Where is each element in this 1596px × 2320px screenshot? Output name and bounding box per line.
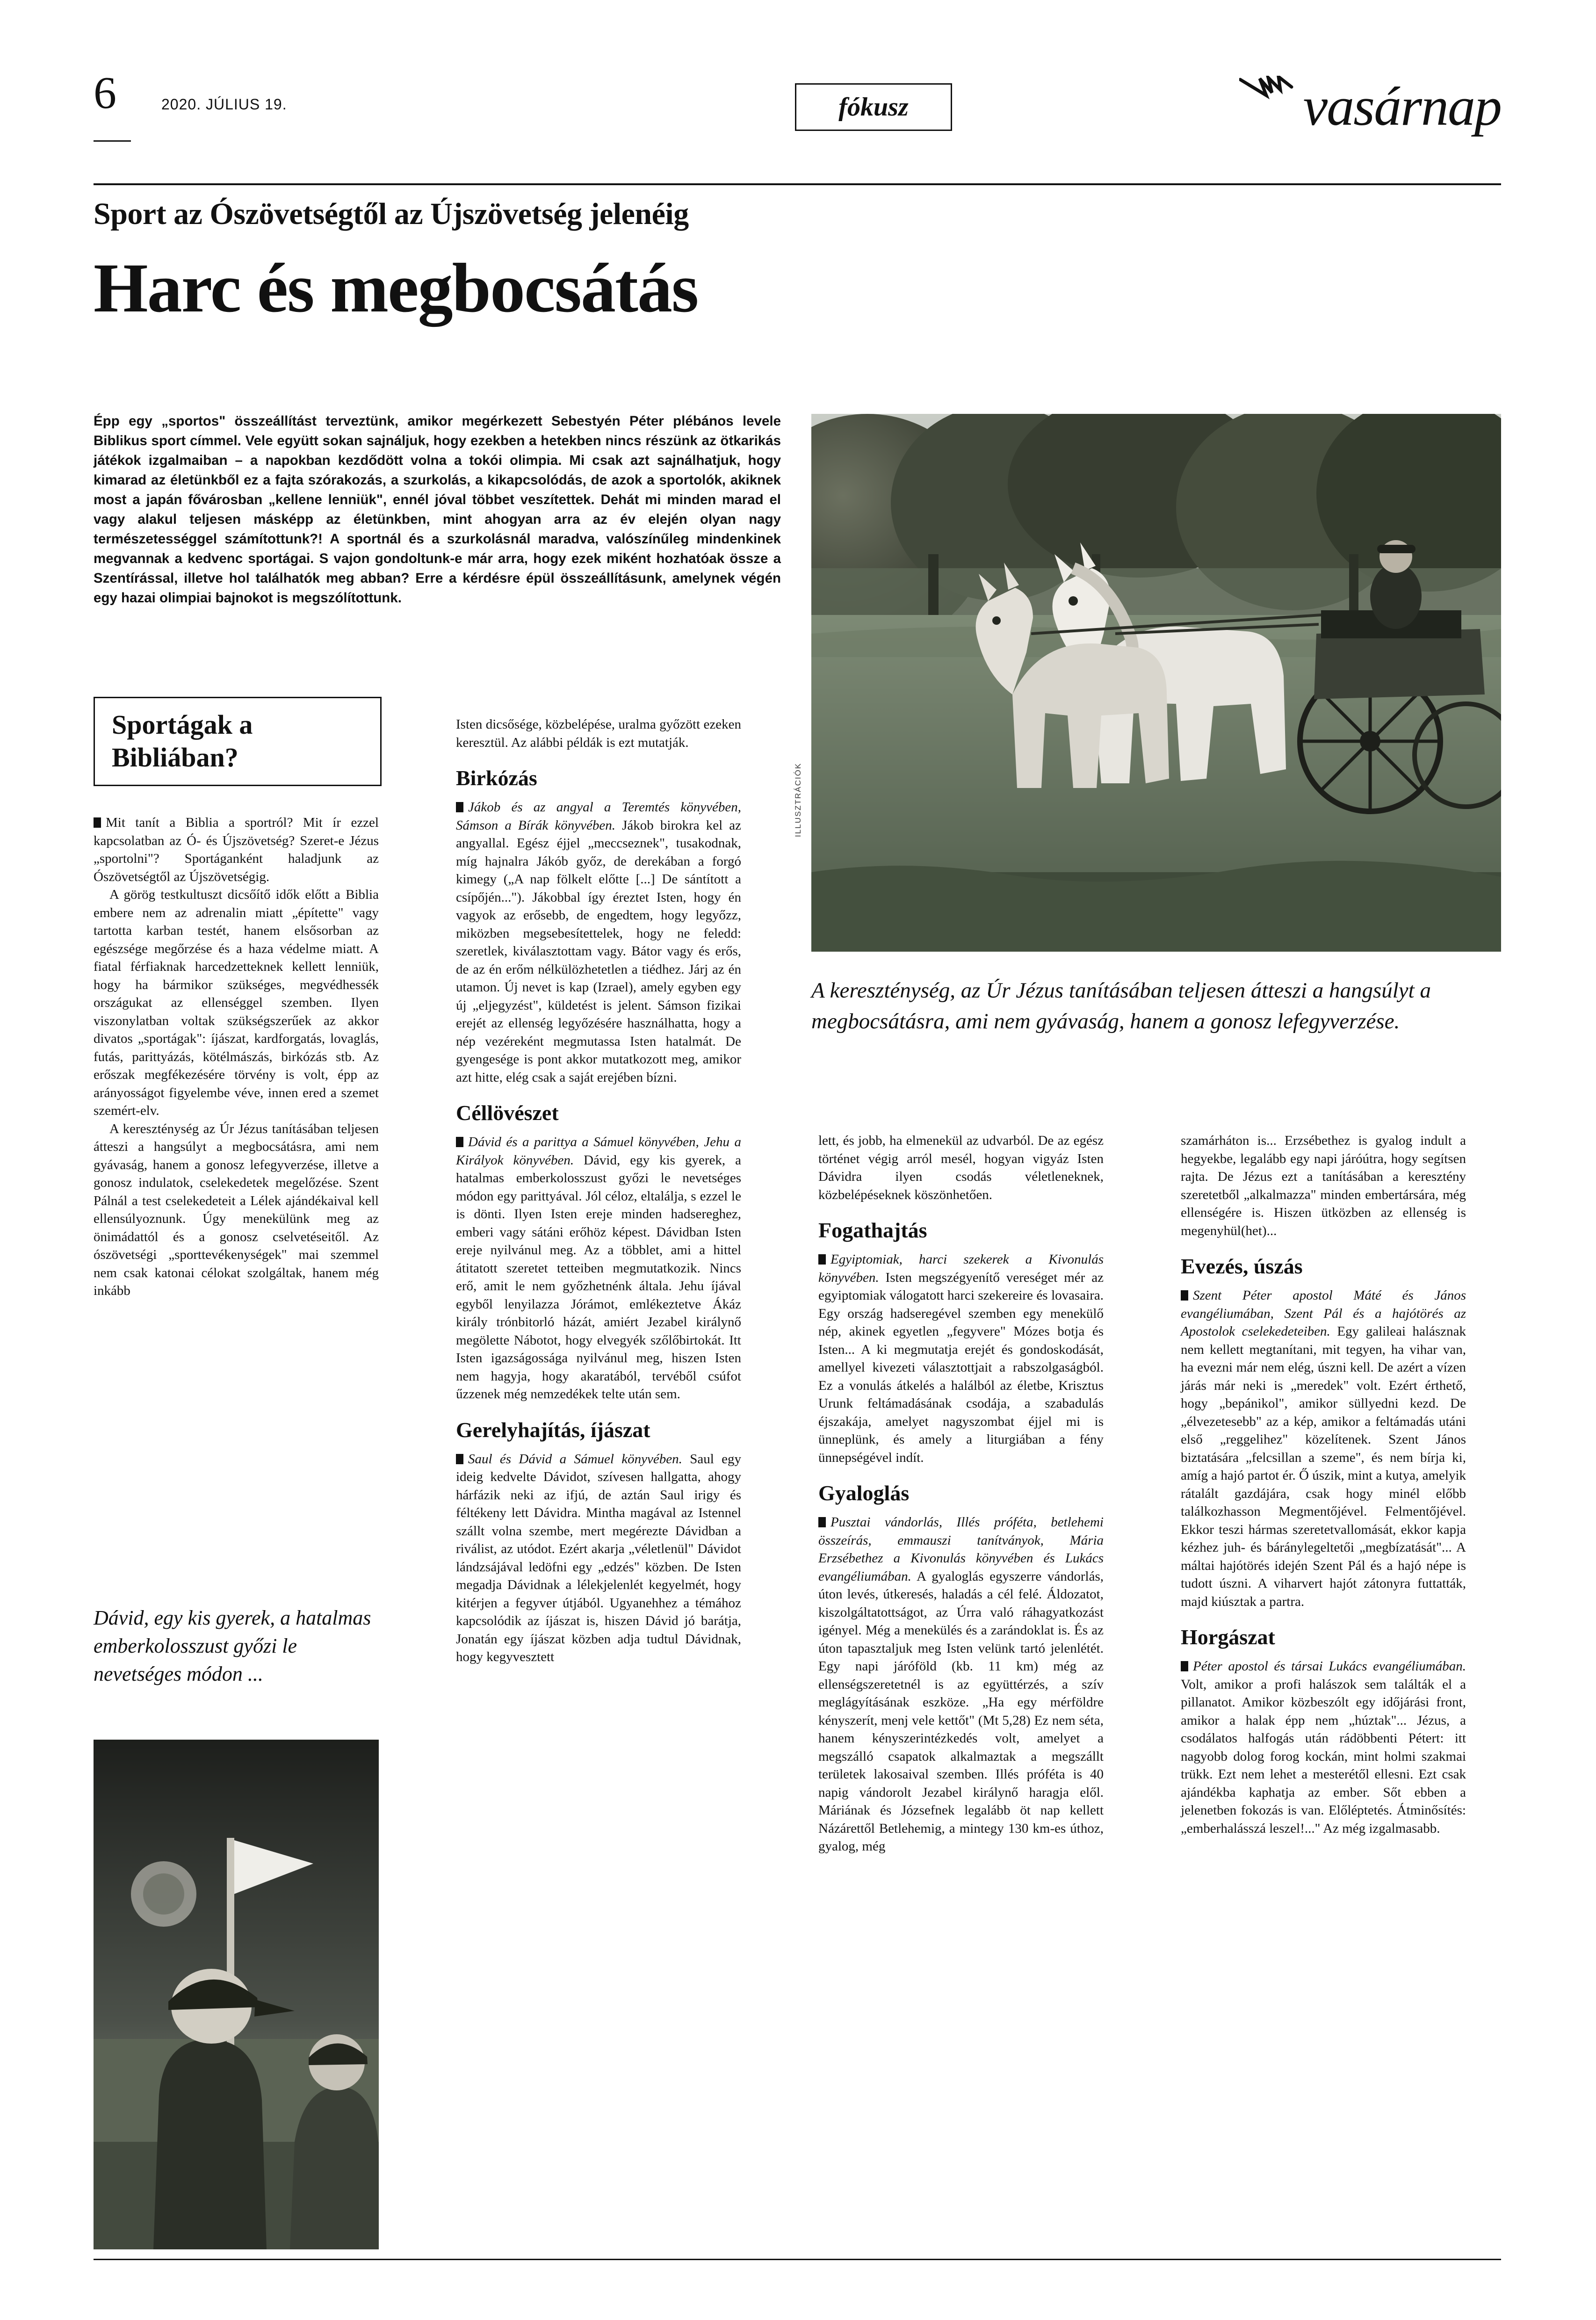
brand-swoosh-icon bbox=[1239, 76, 1295, 104]
page-number: 6 bbox=[94, 68, 116, 118]
header-divider bbox=[94, 183, 1501, 185]
paragraph bbox=[456, 1450, 741, 1666]
column-pullquote: Dávid, egy kis gyerek, a hatalmas emberkolosszust győzi le nevetséges módon ... bbox=[94, 1606, 371, 1685]
paragraph-text: Mit tanít a Biblia a sportról? Mit ír ezzel kapcsolatban az Ó- és Újszövetség? Szeret-e Jézus „sportolni"? Sportáganként haladjunk az Ószövetségtől az Újszövetségig. bbox=[94, 815, 379, 884]
sidebar-box-title: Sportágak a Bibliában? bbox=[112, 709, 253, 773]
subhead-birkozas: Birkózás bbox=[456, 766, 537, 790]
subhead-cellovszet: Céllövészet bbox=[456, 1101, 559, 1125]
paragraph: szamárháton is... Erzsébethez is gyalog indult a hegyekbe, legalább egy napi járóútra, hogy segítsen rajta. De Jézus ezt a tanításában a keresztény szeretetből „alkalmazza" minden embertársára, még ellenségére is. Hiszen ütközben az ellenség is megenyhül(het)... bbox=[1181, 1133, 1466, 1238]
square-bullet-icon bbox=[818, 1517, 826, 1527]
paragraph bbox=[1181, 1286, 1466, 1611]
text-column-4 bbox=[1181, 1132, 1466, 1837]
sidebar-box bbox=[94, 697, 382, 786]
paragraph-text: A gyaloglás egyszerre vándorlás, úton levés, útkeresés, haladás a cél felé. Áldozatot, kiszolgáltatottságot, az Úrra való ráhagyatkozást igényel. Még a menekülés és a zarándoklat is. És az úton tapasztaljuk meg Isten velünk tartó jelenlétét. Egy napi járóföld (kb. 11 km) még az ellenségszeretetnél is az együttérzés, a szív meglágyításának eszköze. „Ha egy mérföldre kényszerít, menj vele kettőt" (Mt 5,28) Ez nem séta, hanem kényszerintézkedés volt, amelyet a megszálló csapatok alkalmaztak a megszállt területek lakosaival szemben. Illés próféta is 40 napig vándorolt Jezabel királynő haragja elől. Máriának és Józsefnek legalább öt nap kellett Názárettől Betlehemig, a mintegy 130 km-es úthoz, gyalog, még bbox=[818, 1568, 1104, 1854]
subhead-gerelyhajitas: Gerelyhajítás, íjászat bbox=[456, 1417, 650, 1442]
paragraph-text: Dávid, egy kis gyerek, a hatalmas emberkolosszust győzi le nevetséges módon egy parittyával. Jól céloz, eltalálja, s ezzel le is dönti. Ilyen Isten ereje minden hadsereghez, emberi vagy sátáni erőhöz képest. Dávidban Isten ereje nyilvánul meg. Az a többlet, ami a hittel átitatott szeretet tetteiben megmutatkozik. Nincs erő, amit le nem győzhetnénk általa. Jehu íjával egyből lenyilazza Jórámot, emlékeztetve Ákáz király trónbitorló házát, amiért Jezabel királynő megölette Nábotot, hogy elvegyék szőlőbirtokát. Itt Isten igazságossága nyilvánul meg, hiszen Isten nem hagyja, hogy akaratából, tervéből csúfot űzzenek még nemzedékek telte után sem. bbox=[456, 1152, 742, 1402]
paragraph bbox=[818, 1250, 1104, 1467]
paragraph: Isten dicsősége, közbelépése, uralma győzött ezeken keresztül. Az alábbi példák is ezt mutatják. bbox=[456, 717, 741, 750]
text-column-2 bbox=[456, 716, 741, 1666]
paragraph bbox=[818, 1513, 1104, 1856]
page-number-rule bbox=[94, 140, 131, 142]
square-bullet-icon bbox=[94, 817, 101, 828]
source-reference: Dávid és a parittya a Sámuel könyvében, Jehu a Királyok könyvében. bbox=[456, 1135, 741, 1168]
square-bullet-icon bbox=[456, 1454, 463, 1464]
paragraph bbox=[456, 1133, 741, 1403]
paragraph bbox=[1181, 1657, 1466, 1837]
source-reference: Saul és Dávid a Sámuel könyvében. bbox=[468, 1451, 682, 1467]
masthead bbox=[94, 70, 1501, 173]
source-reference: Péter apostol és társai Lukács evangéliumában. bbox=[1193, 1659, 1466, 1674]
subhead-gyaloglas: Gyaloglás bbox=[818, 1481, 910, 1505]
subhead-evezes-uszas: Evezés, úszás bbox=[1181, 1254, 1303, 1278]
article-lead: Épp egy „sportos" összeállítást terveztünk, amikor megérkezett Sebestyén Péter plébános levele Biblikus sport címmel. Vele együtt sokan sajnáljuk, hogy ezekben a hetekben nincs részünk az ötkarikás játékok izgalmaiban – a napokban kezdődött volna a tokói olimpia. Mi csak azt sajnálhatjuk, hogy kimarad az életünkből ez a fajta szórakozás, a szurkolás, a kikapcsolódás, de azok a sportolók, akiknek most a japán fővárosban „kellene lenniük", ennél jóval többet veszítettek. Dehát mi minden marad el vagy alakul teljesen másképp az életünkben, mint ahogyan arra az év elején olyan nagy természetességgel számítottunk?! A sportnál és a szurkolásnál maradva, valószínűleg mindenkinek megvannak a kedvenc sportágai. S vajon gondoltunk-e már arra, hogy ezek miként hozhatóak össze a Szentírással, illetve hol találhatók meg abban? Erre a kérdésre épül összeállításunk, amelynek végén egy hazai olimpiai bajnokot is megszólítottunk. bbox=[94, 413, 781, 606]
section-label: fókusz bbox=[795, 83, 952, 131]
paragraph bbox=[94, 814, 379, 886]
text-column-1 bbox=[94, 814, 379, 1300]
paragraph-text: Volt, amikor a profi halászok sem találták el a pillanatot. Amikor közbeszólt egy időjárási front, amikor a halak épp nem „húztak"... Jézus, a csodálatos halfogás után rádöbbenti Pétert: itt nagyobb dolog forog kockán, mint holmi szakmai trükk. Ezt nem lehet a mesterétől ellesni. Ezt csak ajándékba kaphatja az ember. Sőt ebben a jelenetben fokozás is van. Előléptetés. Átminősítés: „emberhalásszá leszel!..." Az még izgalmasabb. bbox=[1181, 1677, 1466, 1836]
paragraph: A görög testkultuszt dicsőítő idők előtt a Biblia embere nem az adrenalin miatt „építette" vagy tartotta karban testét, hanem elsősorban az egészsége megőrzése és a haza védelme miatt. A fiatal férfiaknak harcedzetteknek kellett lenniük, hogy ha bármikor szükséges, megvédhessék országukat az ellenséggel szemben. Ilyen viszonylatban voltak szükségszerűek az akkor divatos „sportágak": íjászat, kardforgatás, lovaglás, futás, parittyázás, kötélmászás, birkózás stb. Az erőszak megfékezésére törvény is volt, épp az arányosságot figyelembe véve, innen ered a szemet szemért-elv. bbox=[94, 887, 379, 1118]
article-headline: Harc és megbocsátás bbox=[94, 249, 698, 327]
article-kicker: Sport az Ószövetségtől az Újszövetség jelenéig bbox=[94, 197, 689, 231]
photo-credit: ILLUSZTRÁCIÓK bbox=[794, 762, 802, 837]
publication-title: vasárnap bbox=[1303, 76, 1501, 137]
paragraph bbox=[456, 798, 741, 1086]
square-bullet-icon bbox=[818, 1254, 826, 1265]
source-reference: Egyiptomiak, harci szekerek a Kivonulás könyvében. bbox=[818, 1252, 1104, 1285]
source-reference: Szent Péter apostol Máté és János evangéliumában, Szent Pál és a hajótörés az Apostolok cselekedeteiben. bbox=[1181, 1288, 1466, 1339]
square-bullet-icon bbox=[1181, 1661, 1188, 1671]
paragraph-text: Jákob birokra kel az angyallal. Egész éjjel „meccseznek", tusakodnak, míg hajnalra Jákób győz, de derekában a forgó kimegy („A nap fölkelt előtte [...] De sántított a csípőjén..."). Jákobbal így éreztet Isten, hogy én vagyok az erősebb, de engedtem, hogy legyőzz, miközben megsebesítettelek, hogy ne feledd: szeretlek, kiválasztottam vagy. Bátor vagy és erős, de az én erőm nélkülözhetetlen a tiédhez. Járj az én utamon. Új nevet is kap (Izrael), amely egyben egy új „eljegyzést", küldetést is jelent. Sámson fizikai erejét az ellenség legyőzésére használhatta, hogy a nép vezéreként megmutassa Isten hatalmát. De gyengesége is pont akkor mutatkozott meg, amikor azt hitte, elég csak a saját erejében bízni. bbox=[456, 817, 741, 1085]
square-bullet-icon bbox=[456, 802, 463, 812]
paragraph-text: Egy galileai halásznak nem kellett megtanítani, mit tegyen, ha vihar van, ha evezni már nem elég, úszni kell. De azért a vízen járás már neki is „meredek" volt. Ezért érthető, hogy „bepánikol", amikor süllyedni kezd. De „élvezetesebb" az a kép, amikor a feltámadás utáni első „reggelihez" közelítenek. Szent János biztatására „felcsillan a szeme", és nem bírja ki, amíg a hajó partot ér. Ő úszik, mint a kutya, amelyik rátalált gazdájára, csak hogy minél előbb találkozhasson Megmentőjével. Felmentőjével. Ekkor teszi hármas szeretetvallomását, ekkor kapja kézhez juh- és báránylegeltetői „megbízatását"... A máltai hajótörés idején Szent Pál és a hajó népe is tudott úszni. A viharvert hajót zátonyra futtatták, majd kiúsztak a partra. bbox=[1181, 1324, 1466, 1609]
source-reference: Pusztai vándorlás, Illés próféta, betlehemi összeírás, emmauszi tanítványok, Mária Erzsébethez a Kivonulás könyvében és Lukács evangéliumában. bbox=[818, 1515, 1104, 1584]
square-bullet-icon bbox=[1181, 1290, 1188, 1301]
main-photo bbox=[811, 414, 1501, 952]
subhead-horgaszat: Horgászat bbox=[1181, 1625, 1275, 1649]
square-bullet-icon bbox=[456, 1137, 463, 1147]
paragraph: lett, és jobb, ha elmenekül az udvarból. De az egész történet végig arról mesél, hogyan vigyáz Isten Dávidra ilyen csodás véletleneknek, közbelépéseknek köszönhetően. bbox=[818, 1133, 1104, 1202]
source-reference: Jákob és az angyal a Teremtés könyvében, Sámson a Bírák könyvében. bbox=[456, 800, 741, 833]
paragraph: A kereszténység az Úr Jézus tanításában teljesen átteszi a hangsúlyt a megbocsátásra, ami nem gyávaság, hanem a gonosz lefegyverzése, illetve a gonosz indulatok, cselekedetek megelőzése. Szent Pálnál a test cselekedeteit a Lélek ajándékaival kell ellensúlyoznunk. Úgy menekülünk meg az önimádattól és a gonosz cselvetéseitől. Az ószövetségi „sporttevékenységek" mai szemmel nem csak katonai célokat szolgáltak, hanem még inkább bbox=[94, 1121, 379, 1298]
text-column-3 bbox=[818, 1132, 1104, 1856]
paragraph-text: Isten megszégyenítő vereséget mér az egyiptomiak válogatott harci szekereire és lovasaira. Egy ország hadseregével szemben egy menekülő nép, akinek egyetlen „fegyvere" Mózes botja és Isten... A ki megmutatja erejét és gondoskodását, amellyel kivezeti választottjait a rabszolgaságból. Ez a vonulás átkelés a halálból az életbe, Krisztus Urunk feltámadásának csodája, a szabadulás éjszakája, amelyet nagyszombat éjjel mi is ünneplünk, és amely a liturgiában a fény ünnepségével indít. bbox=[818, 1270, 1104, 1465]
footer-divider bbox=[94, 2259, 1501, 2260]
subhead-fogathajtas: Fogathajtás bbox=[818, 1218, 927, 1242]
paragraph-text: Saul egy ideig kedvelte Dávidot, szívesen hallgatta, ahogy hárfázik neki az ifjú, de aztán Saul irigy és féltékeny lett Dávidra. Mintha magával az Istennel szállt volna szembe, mert megérezte Dávidban a riválist, az utódot. Ezért akarja „véletlenül" Dávidot lándzsájával ledöfni egy „edzés" közben. De Isten megadja Dávidnak a lélekjelenlét kegyelmét, hogy kitérjen a fegyver útjából. Ugyanehhez a témához kapcsolódik az íjászat is, hiszen Dávid jó barátja, Jonatán egy íjászat közben adja tudtul Dávidnak, hogy kegyvesztett bbox=[456, 1451, 741, 1664]
secondary-photo bbox=[94, 1740, 379, 2249]
photo-pullquote: A kereszténység, az Úr Jézus tanításában teljesen átteszi a hangsúlyt a megbocsátásra, ami nem gyávaság, hanem a gonosz lefegyverzése. bbox=[811, 978, 1431, 1034]
issue-date: 2020. JÚLIUS 19. bbox=[161, 96, 287, 113]
